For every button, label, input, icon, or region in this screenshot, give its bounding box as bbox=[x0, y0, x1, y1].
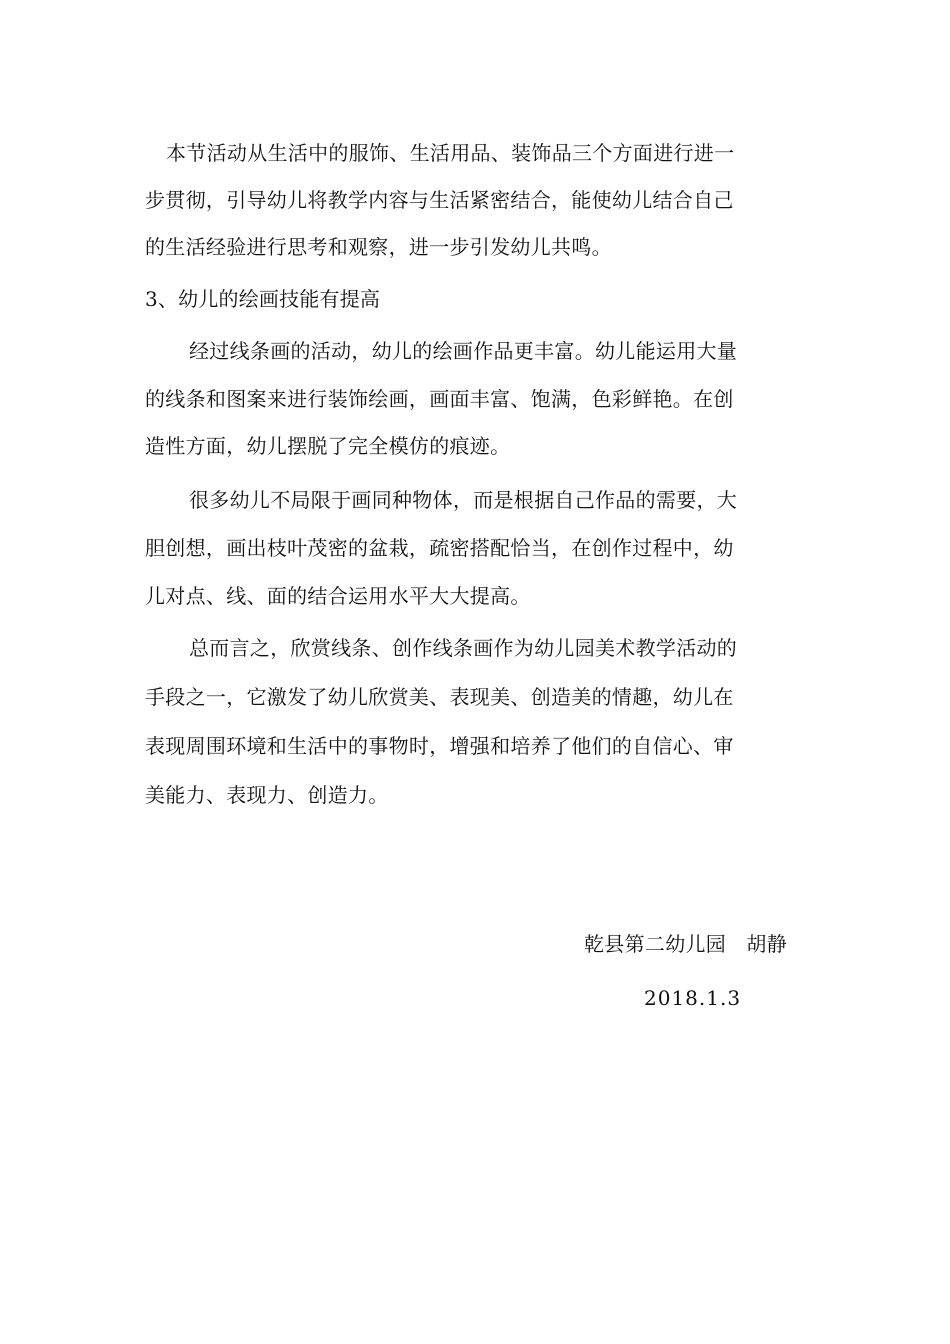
paragraph-line: 儿对点、线、面的结合运用水平大大提高。 bbox=[145, 584, 531, 608]
paragraph-line: 的线条和图案来进行装饰绘画，画面丰富、饱满，色彩鲜艳。在创 bbox=[145, 387, 734, 411]
paragraph-line: 经过线条画的活动，幼儿的绘画作品更丰富。幼儿能运用大量 bbox=[189, 339, 738, 363]
paragraph-line: 总而言之，欣赏线条、创作线条画作为幼儿园美术教学活动的 bbox=[189, 636, 738, 660]
signature-date: 2018.1.3 bbox=[644, 986, 742, 1010]
paragraph-line: 步贯彻，引导幼儿将教学内容与生活紧密结合，能使幼儿结合自己 bbox=[145, 188, 734, 212]
signature-author: 乾县第二幼儿园 胡静 bbox=[584, 932, 787, 956]
paragraph-line: 造性方面，幼儿摆脱了完全模仿的痕迹。 bbox=[145, 434, 511, 458]
paragraph-line: 胆创想，画出枝叶茂密的盆栽，疏密搭配恰当，在创作过程中，幼 bbox=[145, 536, 734, 560]
paragraph-line: 手段之一，它激发了幼儿欣赏美、表现美、创造美的情趣，幼儿在 bbox=[145, 685, 734, 709]
paragraph-line: 很多幼儿不局限于画同种物体，而是根据自己作品的需要，大 bbox=[189, 488, 738, 512]
paragraph-line: 本节活动从生活中的服饰、生活用品、装饰品三个方面进行进一 bbox=[166, 141, 735, 165]
section-heading: 3、幼儿的绘画技能有提高 bbox=[145, 287, 381, 311]
paragraph-line: 表现周围环境和生活中的事物时，增强和培养了他们的自信心、审 bbox=[145, 734, 734, 758]
paragraph-line: 美能力、表现力、创造力。 bbox=[145, 783, 389, 807]
paragraph-line: 的生活经验进行思考和观察，进一步引发幼儿共鸣。 bbox=[145, 235, 612, 259]
